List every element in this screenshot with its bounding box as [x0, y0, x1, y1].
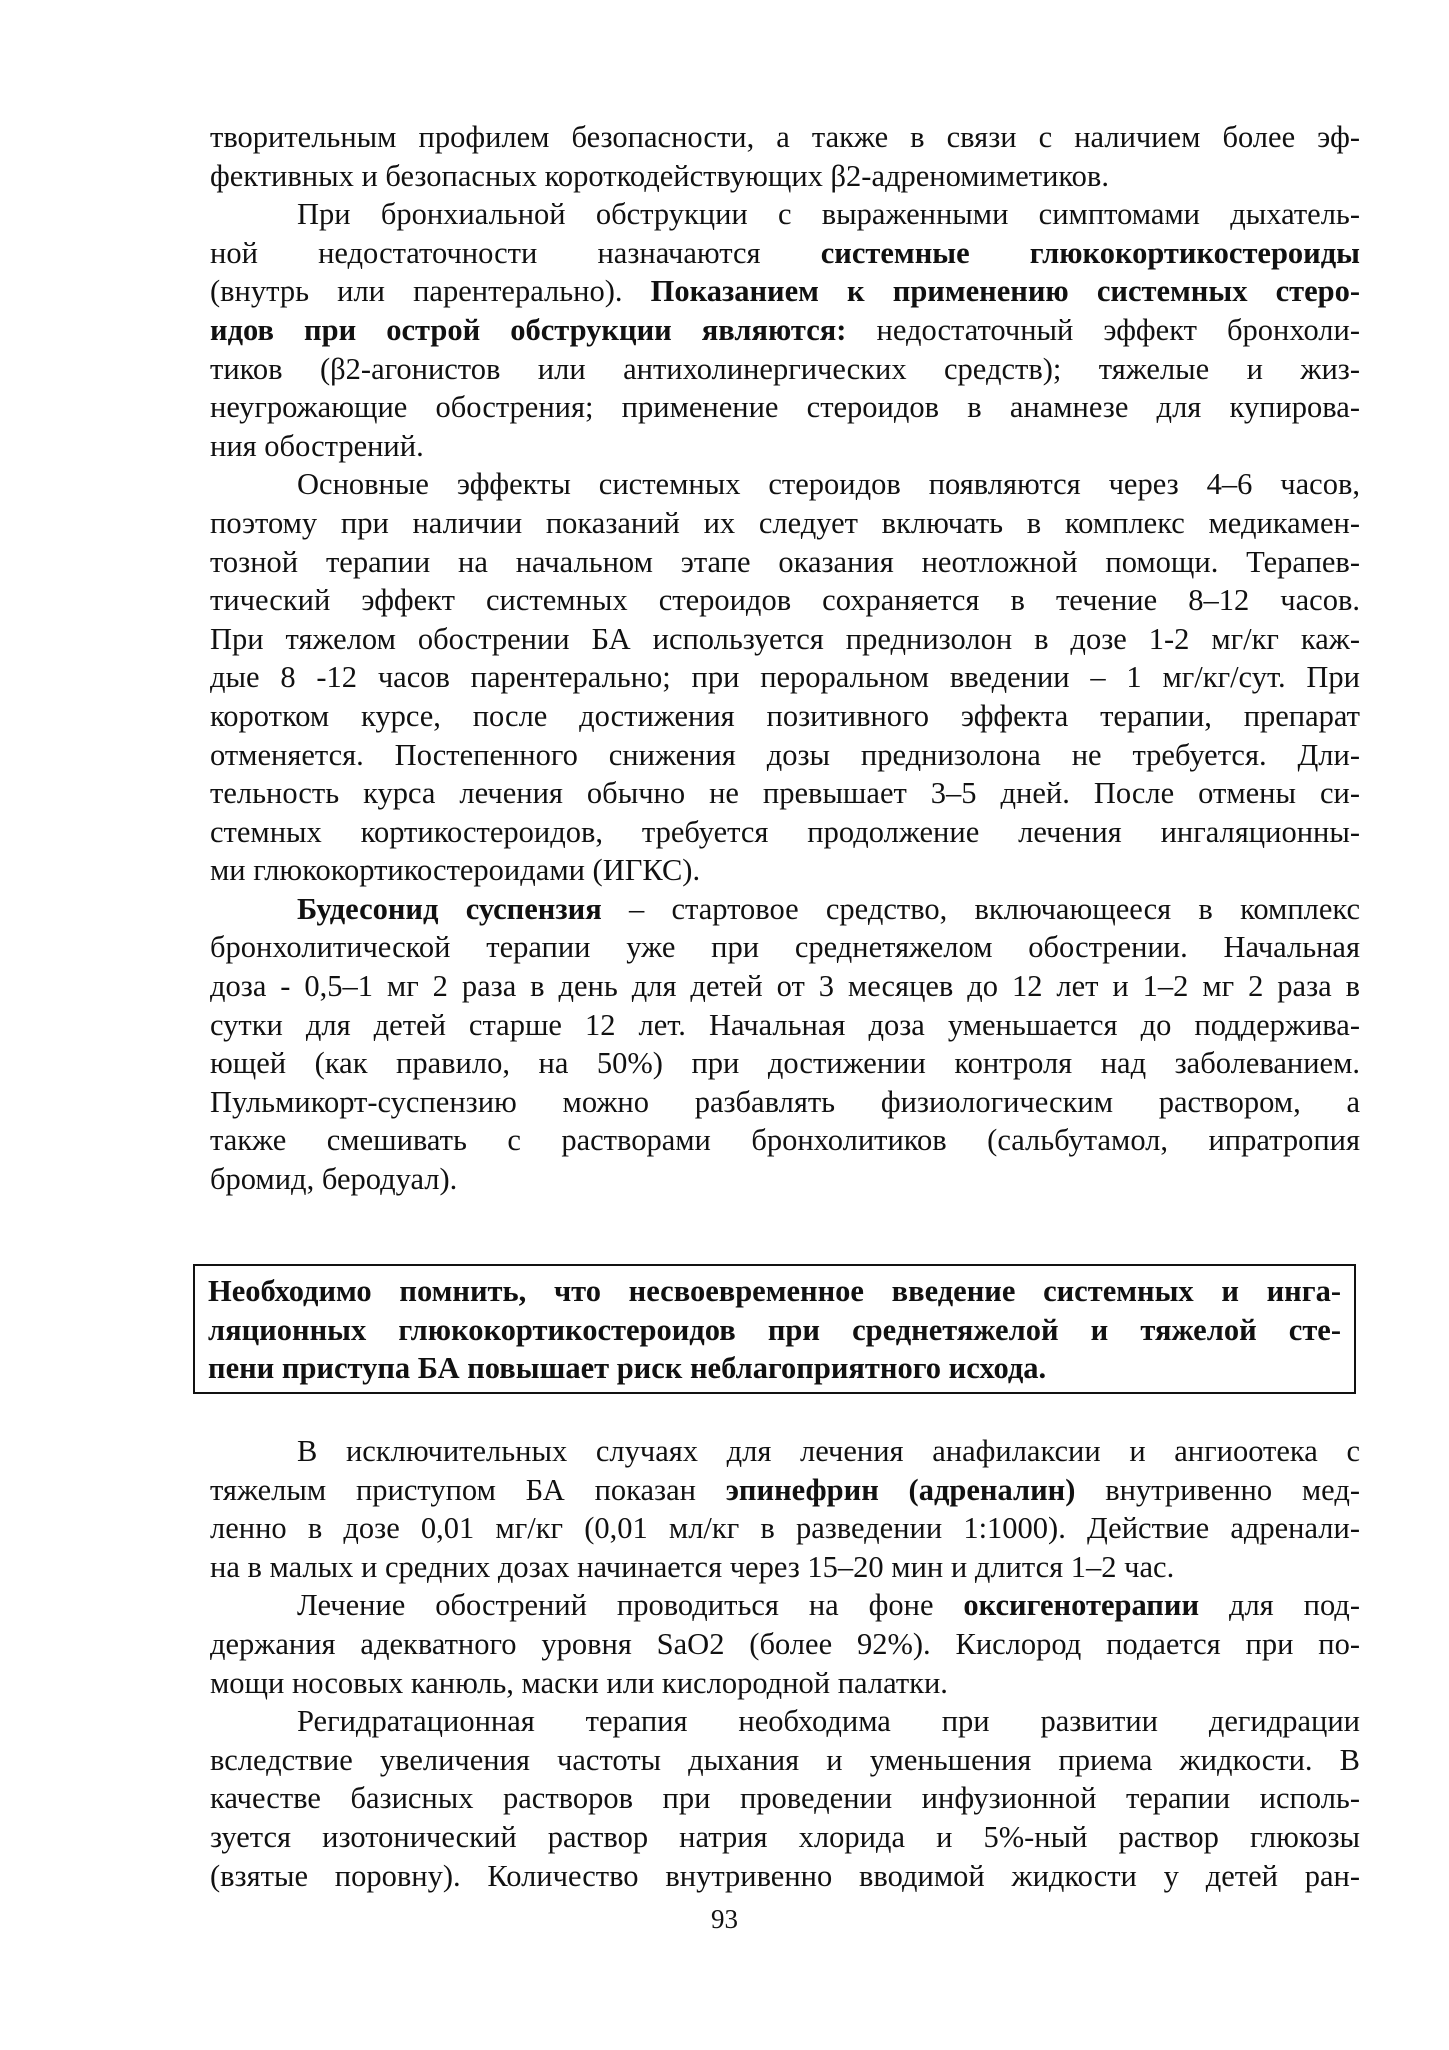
text-line [208, 1311, 1341, 1350]
text-run: Регидратационная терапия необходима при развитии дегидрации [297, 1704, 1360, 1739]
text-line [210, 350, 1360, 389]
text-run: держания адекватного уровня SaO2 (более 92%). Кислород подается при по- [210, 1626, 1360, 1661]
bold-text-run: Показанием к применению системных стеро- [650, 274, 1360, 309]
bold-text-run: Будесонид суспензия [297, 891, 602, 926]
warning-callout-box [193, 1264, 1356, 1394]
text-line [210, 543, 1360, 582]
text-line [210, 697, 1360, 736]
bold-text-run: Необходимо помнить, что несвоевременное введение системных и инга- [208, 1274, 1341, 1308]
text-line [210, 311, 1360, 350]
text-run: вследствие увеличения частоты дыхания и уменьшения приема жидкости. В [210, 1742, 1360, 1777]
text-run: ми глюкокортикостероидами (ИГКС). [210, 853, 701, 888]
text-run: – стартовое средство, включающееся в комплекс [601, 891, 1360, 926]
text-line [210, 620, 1360, 659]
text-line [210, 1586, 1360, 1625]
text-line [210, 851, 1360, 890]
text-line [210, 658, 1360, 697]
text-run: ленно в дозе 0,01 мг/кг (0,01 мл/кг в разведении 1:1000). Действие адренали- [210, 1511, 1360, 1546]
text-line [210, 195, 1360, 234]
text-line [210, 1664, 1360, 1703]
text-run: тозной терапии на начальном этапе оказания неотложной помощи. Терапев- [210, 544, 1360, 579]
text-run: на в малых и средних дозах начинается через 15–20 мин и длится 1–2 час. [210, 1549, 1175, 1584]
text-line [210, 118, 1360, 157]
text-line [208, 1272, 1341, 1311]
bold-text-run: идов при острой обструкции являются: [210, 312, 847, 347]
text-run: зуется изотонический раствор натрия хлорида и 5%-ный раствор глюкозы [210, 1819, 1360, 1854]
text-line [210, 1083, 1360, 1122]
text-run: (взятые поровну). Количество внутривенно вводимой жидкости у детей ран- [210, 1858, 1360, 1893]
paragraph [210, 195, 1360, 465]
text-run: ния обострений. [210, 428, 424, 463]
text-run: доза - 0,5–1 мг 2 раза в день для детей от 3 месяцев до 12 лет и 1–2 мг 2 раза в [210, 969, 1360, 1004]
text-run: тический эффект системных стероидов сохраняется в течение 8–12 часов. [210, 583, 1360, 618]
text-line [210, 1818, 1360, 1857]
text-line [210, 427, 1360, 466]
text-line [210, 465, 1360, 504]
text-run: отменяется. Постепенного снижения дозы преднизолона не требуется. Дли- [210, 737, 1360, 772]
text-run: неугрожающие обострения; применение стероидов в анамнезе для купирова- [210, 390, 1360, 425]
text-line [210, 234, 1360, 273]
text-run: ной недостаточности назначаются [210, 235, 821, 270]
text-run: фективных и безопасных короткодействующих β2-адреномиметиков. [210, 158, 1109, 193]
paragraph [210, 1586, 1360, 1702]
text-line [210, 1548, 1360, 1587]
warning-callout-text [208, 1272, 1341, 1388]
bold-text-run: оксигенотерапии [963, 1588, 1200, 1623]
text-line [210, 736, 1360, 775]
text-run: При тяжелом обострении БА используется преднизолон в дозе 1-2 мг/кг каж- [210, 621, 1360, 656]
body-text-top [210, 118, 1360, 1199]
text-run: качестве базисных растворов при проведении инфузионной терапии исполь- [210, 1781, 1360, 1816]
text-run: сутки для детей старше 12 лет. Начальная доза уменьшается до поддержива- [210, 1007, 1360, 1042]
text-line [210, 1857, 1360, 1896]
paragraph [210, 890, 1360, 1199]
text-run: недостаточный эффект бронхоли- [846, 312, 1360, 347]
text-line [210, 1044, 1360, 1083]
bold-text-run: эпинефрин (адреналин) [725, 1472, 1076, 1507]
paragraph [210, 118, 1360, 195]
text-line [208, 1349, 1341, 1388]
text-line [210, 1160, 1360, 1199]
text-run: При бронхиальной обструкции с выраженными симптомами дыхатель- [297, 197, 1360, 232]
text-run: коротком курсе, после достижения позитивного эффекта терапии, препарат [210, 698, 1360, 733]
text-line [210, 1779, 1360, 1818]
text-line [210, 1432, 1360, 1471]
text-run: (внутрь или парентерально). [210, 274, 651, 309]
text-line [210, 1625, 1360, 1664]
text-run: тельность курса лечения обычно не превышает 3–5 дней. После отмены си- [210, 776, 1360, 811]
text-run: стемных кортикостероидов, требуется продолжение лечения ингаляционны- [210, 814, 1360, 849]
text-line [210, 1741, 1360, 1780]
bold-text-run: ляционных глюкокортикостероидов при среднетяжелой и тяжелой сте- [208, 1312, 1341, 1347]
text-run: творительным профилем безопасности, а также в связи с наличием более эф- [210, 120, 1360, 154]
text-line [210, 157, 1360, 196]
text-run: В исключительных случаях для лечения анафилаксии и ангиоотека с [297, 1434, 1360, 1468]
text-line [210, 1121, 1360, 1160]
text-line [210, 967, 1360, 1006]
text-line [210, 1509, 1360, 1548]
paragraph [210, 465, 1360, 890]
text-run: внутривенно мед- [1075, 1472, 1360, 1507]
text-run: ющей (как правило, на 50%) при достижении контроля над заболеванием. [210, 1046, 1360, 1081]
text-line [210, 1006, 1360, 1045]
page-number: 93 [711, 1904, 738, 1934]
text-run: также смешивать с растворами бронхолитиков (сальбутамол, ипратропия [210, 1123, 1360, 1158]
text-run: поэтому при наличии показаний их следует включать в комплекс медикамен- [210, 505, 1360, 540]
text-line [210, 581, 1360, 620]
text-run: Пульмикорт-суспензию можно разбавлять физиологическим раствором, а [210, 1084, 1360, 1119]
body-text-bottom [210, 1432, 1360, 1895]
text-run: дые 8 -12 часов парентерально; при пероральном введении – 1 мг/кг/сут. При [210, 660, 1360, 695]
text-line [210, 928, 1360, 967]
bold-text-run: системные глюкокортикостероиды [820, 235, 1360, 270]
text-line [210, 388, 1360, 427]
text-line [210, 504, 1360, 543]
text-run: тиков (β2-агонистов или антихолинергических средств); тяжелые и жиз- [210, 351, 1360, 386]
text-line [210, 272, 1360, 311]
paragraph [210, 1702, 1360, 1895]
text-run: для под- [1199, 1588, 1360, 1623]
bold-text-run: пени приступа БА повышает риск неблагоприятного исхода. [208, 1351, 1047, 1386]
text-run: тяжелым приступом БА показан [210, 1472, 726, 1507]
text-line [210, 813, 1360, 852]
text-run: бронхолитической терапии уже при среднетяжелом обострении. Начальная [210, 930, 1360, 965]
text-run: Основные эффекты системных стероидов появляются через 4–6 часов, [297, 467, 1360, 502]
text-run: мощи носовых канюль, маски или кислородной палатки. [210, 1665, 948, 1700]
paragraph [210, 1432, 1360, 1586]
text-line [210, 890, 1360, 929]
text-line [210, 1471, 1360, 1510]
text-line [210, 774, 1360, 813]
text-run: Лечение обострений проводиться на фоне [297, 1588, 964, 1623]
text-line [210, 1702, 1360, 1741]
text-run: бромид, беродуал). [210, 1162, 458, 1197]
